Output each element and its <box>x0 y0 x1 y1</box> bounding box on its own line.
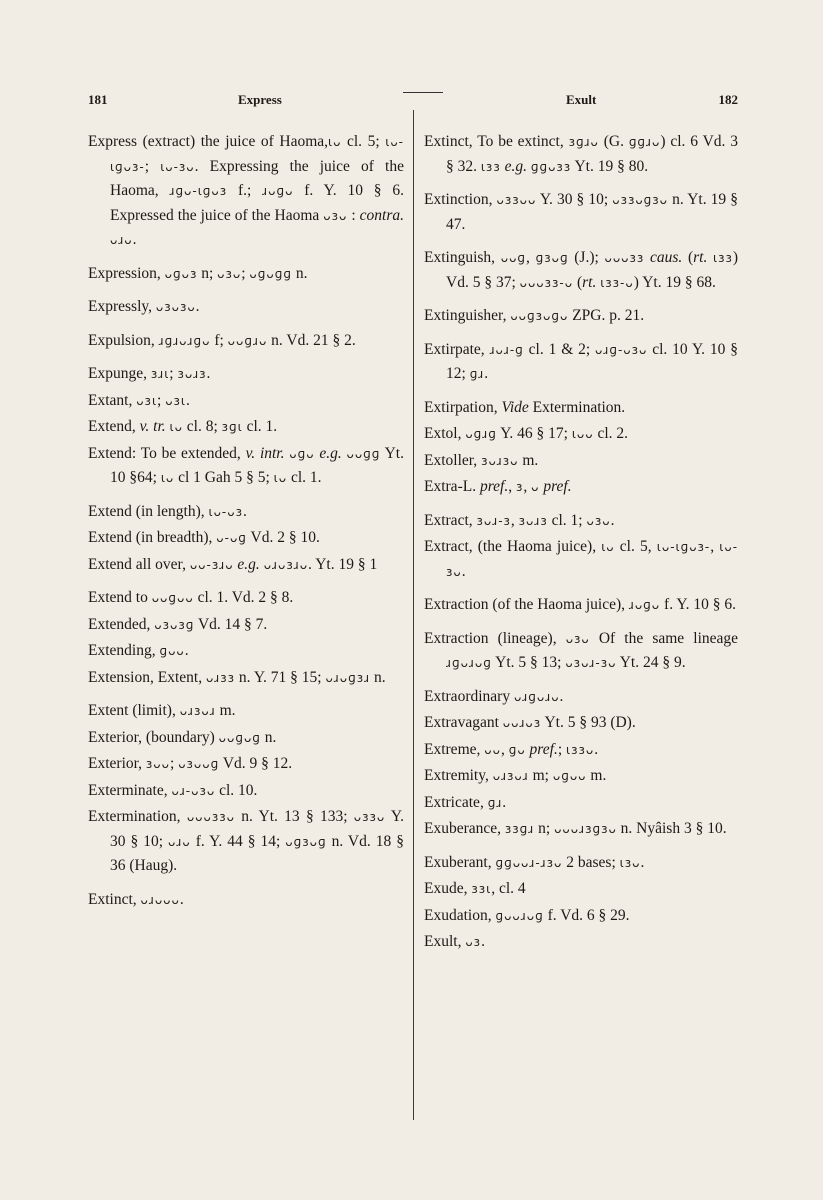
entry-text: Y. 30 § 10; <box>110 808 404 850</box>
entry-text: cl. 1; <box>547 511 587 529</box>
entry-text: n. Vd. 21 § 2. <box>267 331 356 349</box>
entry-headword: Extraction (lineage), <box>424 629 557 647</box>
right-page-number: 182 <box>718 92 738 107</box>
entry-text: Y. 46 § 17; <box>496 425 572 442</box>
avestan-script: ɜɡɹᴗ <box>568 135 599 149</box>
avestan-script: ᴗᴗᴗɜɜ-ᴗ <box>519 275 574 290</box>
entry-text: ( <box>682 249 694 266</box>
entry-text: . <box>184 642 189 659</box>
avestan-script: ᴗɜᴗ <box>323 208 348 223</box>
dictionary-entry <box>424 422 738 447</box>
entry-text: , <box>710 538 720 555</box>
dictionary-entry <box>88 442 404 491</box>
entry-headword: Extend: To be extended, <box>88 444 241 462</box>
avestan-script: ᴗɹᴗɜɹᴗ <box>263 557 309 572</box>
entry-headword: Exuberant, <box>424 853 492 871</box>
avestan-script: ɜᴗɹɜ <box>177 367 207 381</box>
grammar-abbrev: e.g. <box>504 157 527 175</box>
avestan-script: ᴗɜᴗ <box>217 266 242 281</box>
avestan-script: ᴗɹɜᴗɹ <box>492 769 529 783</box>
avestan-script: ɩɜɜᴗ <box>566 742 595 757</box>
avestan-script: ᴗɹᴗ <box>110 233 133 247</box>
dictionary-entry <box>424 593 738 618</box>
entry-text: . <box>243 502 247 520</box>
avestan-script: ᴗɡᴗɜ <box>164 266 198 281</box>
avestan-script: ᴗɹᴗ <box>168 834 191 849</box>
entry-headword: Extinct, <box>88 890 137 908</box>
avestan-script: ᴗᴗɡᴗɡ <box>218 730 261 745</box>
entry-text: cl. 5, <box>614 538 657 555</box>
dictionary-entry <box>424 535 738 584</box>
grammar-abbrev: pref. <box>543 478 572 495</box>
avestan-script: ᴗᴗ-ɜɹᴗ <box>189 557 234 572</box>
entry-text: Extermination. <box>528 398 626 416</box>
avestan-script: ɡɹ <box>469 367 485 381</box>
dictionary-entry <box>88 553 404 578</box>
avestan-script: ɜᴗɹ-ɜ <box>476 513 511 528</box>
avestan-script: ᴗɜᴗᴗɡ <box>178 757 220 771</box>
dictionary-entry <box>88 752 404 777</box>
dictionary-entry <box>88 726 404 751</box>
entry-headword: Extinguish, <box>424 249 496 266</box>
entry-text: m. <box>215 702 236 719</box>
grammar-abbrev: Vide <box>501 398 529 416</box>
avestan-script: ɜɹɩ <box>150 367 170 381</box>
entry-headword: Exterior, <box>88 755 143 772</box>
avestan-script: ᴗɜᴗ <box>586 513 611 528</box>
entry-text: ) Vd. 5 § 37; <box>446 249 739 291</box>
avestan-script: ɜɡɩ <box>221 420 243 434</box>
dictionary-entry <box>424 396 738 421</box>
dictionary-entry <box>424 877 738 902</box>
dictionary-entry <box>88 500 404 525</box>
dictionary-entry <box>424 711 738 736</box>
entry-text: ; <box>557 740 567 758</box>
entry-headword: Extent (limit), <box>88 702 176 719</box>
avestan-script: ɡɡɹᴗ <box>628 135 661 149</box>
avestan-script: ᴗᴗɡᴗᴗ <box>151 591 194 605</box>
avestan-script: ɩɜɜ <box>480 159 501 174</box>
dictionary-entry <box>424 449 738 474</box>
entry-text: Of the same lineage <box>589 629 739 647</box>
dictionary-entry <box>424 246 738 295</box>
entry-text: cl. 2. <box>593 425 629 442</box>
entry-text: . <box>640 853 645 871</box>
avestan-script: ɜᴗɹɜᴗ <box>481 453 519 468</box>
entry-text: . <box>502 793 507 811</box>
entry-headword: Extirpation, <box>424 398 498 416</box>
entry-text: cl. 1. <box>242 418 278 435</box>
avestan-script: ɩᴗ <box>169 420 183 434</box>
dictionary-entry <box>424 685 738 710</box>
entry-text: Yt. 10 §64; <box>110 444 404 486</box>
avestan-script: ᴗɜɜᴗ <box>353 810 386 824</box>
avestan-script: ɜɜɩ <box>471 882 492 896</box>
avestan-script: ᴗɹ-ᴗɜᴗ <box>171 783 216 798</box>
entry-text: Vd. 14 § 7. <box>194 615 268 633</box>
entry-headword: Extinction, <box>424 191 493 208</box>
entry-text: n. Yt. 13 § 133; <box>234 808 354 825</box>
avestan-script: ᴗɹɡᴗɹᴗ <box>513 689 560 704</box>
entry-text: n; <box>197 264 218 282</box>
entry-headword: Extant, <box>88 391 133 409</box>
entry-text: f. Vd. 6 § 29. <box>543 906 630 924</box>
grammar-abbrev: caus. <box>649 249 683 266</box>
entry-text: n. <box>291 264 308 282</box>
grammar-abbrev: pref. <box>529 740 558 758</box>
dictionary-entry <box>424 509 738 534</box>
dictionary-entry <box>424 475 738 500</box>
avestan-script: ᴗɜɩ <box>165 393 186 408</box>
entry-text: . <box>461 562 466 580</box>
entry-text: f. Y. 10 § 6. <box>660 596 736 613</box>
entry-text: , cl. 4 <box>491 880 526 897</box>
dictionary-entry <box>424 338 738 387</box>
entry-text: ; <box>157 391 166 409</box>
entry-text: cl 1 Gah 5 § 5; <box>174 469 274 486</box>
avestan-script: ɡɡᴗɜɜ <box>530 159 572 174</box>
dictionary-entry <box>88 130 404 253</box>
entry-text <box>557 630 566 647</box>
avestan-script: ᴗɜɩ <box>136 393 158 408</box>
dictionary-entry <box>424 304 738 329</box>
entry-text: . Yt. 19 § 1 <box>308 555 378 573</box>
dictionary-entry <box>88 639 404 664</box>
entry-text: n; <box>534 820 555 837</box>
grammar-abbrev: e.g. <box>319 444 342 462</box>
avestan-script: ɡɡᴗᴗɹ-ɹɜᴗ <box>495 855 563 870</box>
entry-text: n. Nyâish 3 § 10. <box>616 820 727 837</box>
entry-headword: Extreme, <box>424 740 481 758</box>
entry-text: , <box>523 478 532 495</box>
dictionary-entry <box>424 817 738 842</box>
header-rule <box>403 92 443 93</box>
entry-text: m. <box>586 767 607 784</box>
entry-text: ) cl. 6 Vd. 3 § 32. <box>446 133 739 175</box>
entry-headword: Exuberance, <box>424 820 502 837</box>
avestan-script: ɜɜɡɹ <box>504 822 535 836</box>
entry-text: , <box>500 740 509 758</box>
avestan-script: ɹɡᴗ-ɩɡᴗɜ <box>169 184 228 198</box>
avestan-script: ɩᴗ-ɩɡᴗɜ- <box>656 540 711 554</box>
dictionary-entry <box>424 851 738 876</box>
avestan-script: ɩᴗ <box>273 471 288 485</box>
avestan-script: ɹɡᴗɹᴗɡ <box>446 656 492 670</box>
avestan-script: ᴗɡᴗɡɡ <box>249 266 292 281</box>
entry-text: : <box>347 206 360 224</box>
avestan-script: ɡᴗᴗ <box>159 644 185 658</box>
avestan-script: ᴗɜᴗ <box>565 631 590 646</box>
entry-text: . <box>610 511 615 529</box>
dictionary-entry <box>424 904 738 929</box>
entry-text: ; <box>144 157 161 175</box>
avestan-script: ɩᴗ-ɜᴗ <box>160 159 195 174</box>
entry-headword: Extend to <box>88 589 148 606</box>
entry-headword: Extend (in length), <box>88 502 205 520</box>
dictionary-entry <box>88 586 404 611</box>
entry-headword: Extension, Extent, <box>88 668 203 686</box>
entry-headword: Exterminate, <box>88 781 168 799</box>
entry-headword: Extinct, To be extinct, <box>424 133 564 150</box>
dictionary-entry <box>424 791 738 816</box>
entry-headword: Extricate, <box>424 793 484 811</box>
entry-headword: Extend all over, <box>88 555 186 573</box>
dictionary-entry <box>88 699 404 724</box>
avestan-script: ɩɜᴗ <box>619 855 641 870</box>
entry-text: ) Yt. 19 § 68. <box>633 273 716 291</box>
avestan-script: ᴗᴗɹᴗɜ <box>502 716 542 730</box>
entry-text: cl. 10. <box>215 781 258 799</box>
entry-headword: Expressly, <box>88 298 152 315</box>
avestan-script: ᴗɜᴗɹ-ɜᴗ <box>565 656 617 670</box>
dictionary-entry <box>424 627 738 676</box>
entry-text: , <box>510 511 519 529</box>
avestan-script: ɡᴗᴗɹᴗɡ <box>495 908 544 923</box>
entry-text: n. <box>370 668 386 686</box>
avestan-script: ɡɜᴗɡ <box>535 251 569 265</box>
entry-text: Y. 30 § 10; <box>536 191 613 208</box>
avestan-script: ɩᴗᴗ <box>571 427 594 441</box>
entry-text: n. Y. 71 § 15; <box>235 668 326 686</box>
dictionary-entry <box>88 666 404 691</box>
grammar-abbrev: pref. <box>479 478 509 495</box>
entry-text: ZPG. p. 21. <box>568 307 645 324</box>
avestan-script: ᴗᴗɡ <box>500 251 527 265</box>
entry-headword: Extract, (the Haoma juice), <box>424 538 597 555</box>
avestan-script: ɹᴗɹ-ɡ <box>489 342 524 357</box>
avestan-script: ᴗɜɜᴗɡɜᴗ <box>612 193 669 207</box>
avestan-script: ɩᴗ <box>328 135 342 149</box>
entry-text: n. <box>260 728 277 746</box>
grammar-abbrev: v. tr. <box>139 418 166 435</box>
entry-text: 2 bases; <box>562 853 620 871</box>
avestan-script: ᴗᴗɡɹᴗ <box>227 333 268 348</box>
entry-headword: Extend, <box>88 418 136 435</box>
entry-text: ; <box>169 365 178 382</box>
entry-text: cl. 1. Vd. 2 § 8. <box>193 589 294 606</box>
entry-headword: Exterior, (boundary) <box>88 728 215 746</box>
entry-text: ( <box>573 273 583 291</box>
avestan-script: ɜᴗᴗ <box>145 757 170 771</box>
dictionary-entry <box>88 295 404 320</box>
dictionary-entry <box>424 738 738 763</box>
avestan-script: ɩᴗ-ɩɡᴗɜ- <box>110 135 404 174</box>
dictionary-entry <box>88 779 404 804</box>
entry-headword: Extra-L. <box>424 478 477 495</box>
dictionary-entry <box>88 389 404 414</box>
entry-text: (G. <box>598 133 629 150</box>
entry-text: m; <box>528 767 553 784</box>
dictionary-entry <box>424 188 738 237</box>
entry-text: Yt. 19 § 80. <box>571 157 649 175</box>
avestan-script: ᴗɜᴗɜɡ <box>154 617 195 632</box>
entry-text: Vd. 2 § 10. <box>246 529 320 546</box>
entry-headword: Extend (in breadth), <box>88 529 213 546</box>
dictionary-entry <box>88 262 404 287</box>
grammar-abbrev: rt. <box>582 273 597 291</box>
entry-text: . <box>559 687 564 705</box>
entry-text: . <box>186 391 190 409</box>
avestan-script: ᴗᴗɡɜᴗɡᴗ <box>510 309 569 323</box>
avestan-script: ɩᴗ-ɜᴗ <box>446 540 739 579</box>
entry-text: f. Y. 10 § 6. Expressed the juice of the Haoma <box>110 182 404 224</box>
entry-text: Yt. 5 § 13; <box>491 654 566 671</box>
avestan-script: ᴗɡᴗᴗ <box>552 769 587 783</box>
grammar-abbrev: contra. <box>359 206 404 224</box>
entry-text: (J.); <box>568 249 605 266</box>
dictionary-entry <box>88 888 404 913</box>
avestan-script: ɹɡɹᴗɹɡᴗ <box>158 333 211 348</box>
avestan-script: ᴗɹɜɜ <box>205 670 236 685</box>
avestan-script: ᴗɹɡ-ᴗɜᴗ <box>595 342 648 357</box>
right-running-head: Exult <box>566 92 597 107</box>
avestan-script: ᴗɡᴗ <box>289 446 315 461</box>
entry-headword: Extirpate, <box>424 340 485 358</box>
avestan-script: ᴗɹɜᴗɹ <box>179 704 216 718</box>
entry-headword: Extol, <box>424 425 462 442</box>
entry-headword: Exult, <box>424 933 462 950</box>
avestan-script: ɩᴗ <box>601 540 615 554</box>
entry-headword: Extremity, <box>424 767 489 784</box>
avestan-script: ᴗᴗɡɡ <box>346 446 381 461</box>
entry-headword: Extinguisher, <box>424 307 507 324</box>
entry-headword: Expulsion, <box>88 331 155 349</box>
entry-headword: Extended, <box>88 615 151 633</box>
avestan-script: ɜᴗɹɜ <box>518 513 548 528</box>
entry-text: . Expressing the juice of the Haoma, <box>110 157 404 199</box>
entry-headword: Extravagant <box>424 714 499 731</box>
avestan-script: ᴗɡɜᴗɡ <box>285 834 327 849</box>
entry-headword: Exude, <box>424 880 468 897</box>
dictionary-entry <box>424 764 738 789</box>
entry-text: ; <box>170 755 179 772</box>
entry-text: cl. 10 Y. 10 § 12; <box>446 340 738 382</box>
entry-text: . <box>484 365 489 382</box>
avestan-script: ɜ <box>515 480 524 494</box>
entry-text: cl. 1. <box>287 469 322 486</box>
avestan-script: ɡᴗ <box>508 742 526 757</box>
entry-text: f. Y. 44 § 14; <box>190 832 286 850</box>
avestan-script: ᴗ <box>531 480 540 494</box>
entry-text: f; <box>210 331 228 349</box>
avestan-script: ᴗɹᴗᴗᴗ <box>140 892 180 907</box>
dictionary-entry <box>88 329 404 354</box>
grammar-abbrev: rt. <box>693 249 708 266</box>
entry-headword: Express (extract) the juice of Haoma, <box>88 133 329 150</box>
entry-text: . <box>179 890 184 908</box>
entry-text: n. Yt. 19 § 47. <box>446 191 738 233</box>
entry-headword: Expunge, <box>88 365 147 382</box>
avestan-script: ᴗɹᴗɡɜɹ <box>325 670 371 685</box>
avestan-script: ᴗɡɹɡ <box>465 427 497 441</box>
entry-text: , <box>508 478 516 495</box>
dictionary-entry <box>88 362 404 387</box>
avestan-script: ᴗɜɜᴗᴗ <box>496 193 537 207</box>
entry-headword: Extermination, <box>88 808 181 825</box>
entry-text: , <box>526 249 536 266</box>
entry-text: . <box>195 298 200 315</box>
avestan-script: ɹᴗɡᴗ <box>262 184 294 198</box>
dictionary-entry <box>424 130 738 179</box>
avestan-script: ᴗᴗᴗɹɜɡɜᴗ <box>554 822 617 836</box>
entry-text: f.; <box>227 182 263 199</box>
avestan-script: ɩᴗ-ᴗɜ <box>208 504 243 519</box>
dictionary-entry <box>88 613 404 638</box>
entry-headword: Extract, <box>424 511 473 529</box>
entry-text: n. Vd. 18 § 36 (Haug). <box>110 832 404 874</box>
entry-headword: Extraction (of the Haoma juice), <box>424 596 625 613</box>
entry-headword: Extending, <box>88 642 156 659</box>
avestan-script: ᴗᴗᴗɜɜᴗ <box>186 810 235 824</box>
dictionary-entry <box>88 415 404 440</box>
avestan-script: ᴗɜ <box>465 935 482 949</box>
avestan-script: ɩᴗ <box>160 471 175 485</box>
avestan-script: ɹᴗɡᴗ <box>628 598 661 612</box>
entry-text: cl. 1 & 2; <box>523 340 596 358</box>
dictionary-entry <box>88 805 404 879</box>
entry-text: cl. 8; <box>182 418 222 435</box>
left-running-head: Express <box>238 92 282 107</box>
avestan-script: ᴗ-ᴗɡ <box>216 531 247 545</box>
left-column <box>88 130 404 921</box>
entry-text: Yt. 5 § 93 (D). <box>541 714 636 731</box>
entry-text: . <box>481 933 485 950</box>
avestan-script: ᴗᴗ <box>484 742 501 757</box>
left-page-number: 181 <box>88 92 108 107</box>
entry-headword: Extraordinary <box>424 687 511 705</box>
entry-text: Yt. 24 § 9. <box>616 654 686 671</box>
entry-headword: Extoller, <box>424 451 478 469</box>
entry-text: . <box>594 740 599 758</box>
running-header <box>88 92 738 112</box>
entry-text: m. <box>518 451 539 469</box>
grammar-abbrev: e.g. <box>237 555 260 573</box>
entry-text: ; <box>241 264 250 282</box>
right-column <box>424 130 738 957</box>
avestan-script: ᴗᴗᴗɜɜ <box>604 251 645 265</box>
entry-headword: Exudation, <box>424 906 492 924</box>
avestan-script: ᴗɜᴗɜᴗ <box>155 300 196 314</box>
grammar-abbrev: v. intr. <box>245 444 285 462</box>
entry-text: Vd. 9 § 12. <box>219 755 293 772</box>
avestan-script: ɩɜɜ <box>713 251 733 265</box>
entry-text: . <box>206 365 211 382</box>
entry-headword: Expression, <box>88 264 161 282</box>
avestan-script: ɩɜɜ-ᴗ <box>600 275 634 290</box>
dictionary-entry <box>88 526 404 551</box>
entry-text: cl. 5; <box>341 133 386 150</box>
avestan-script: ɡɹ <box>487 795 503 810</box>
column-divider <box>413 110 414 1120</box>
entry-text: . <box>132 231 137 248</box>
dictionary-entry <box>424 930 738 955</box>
